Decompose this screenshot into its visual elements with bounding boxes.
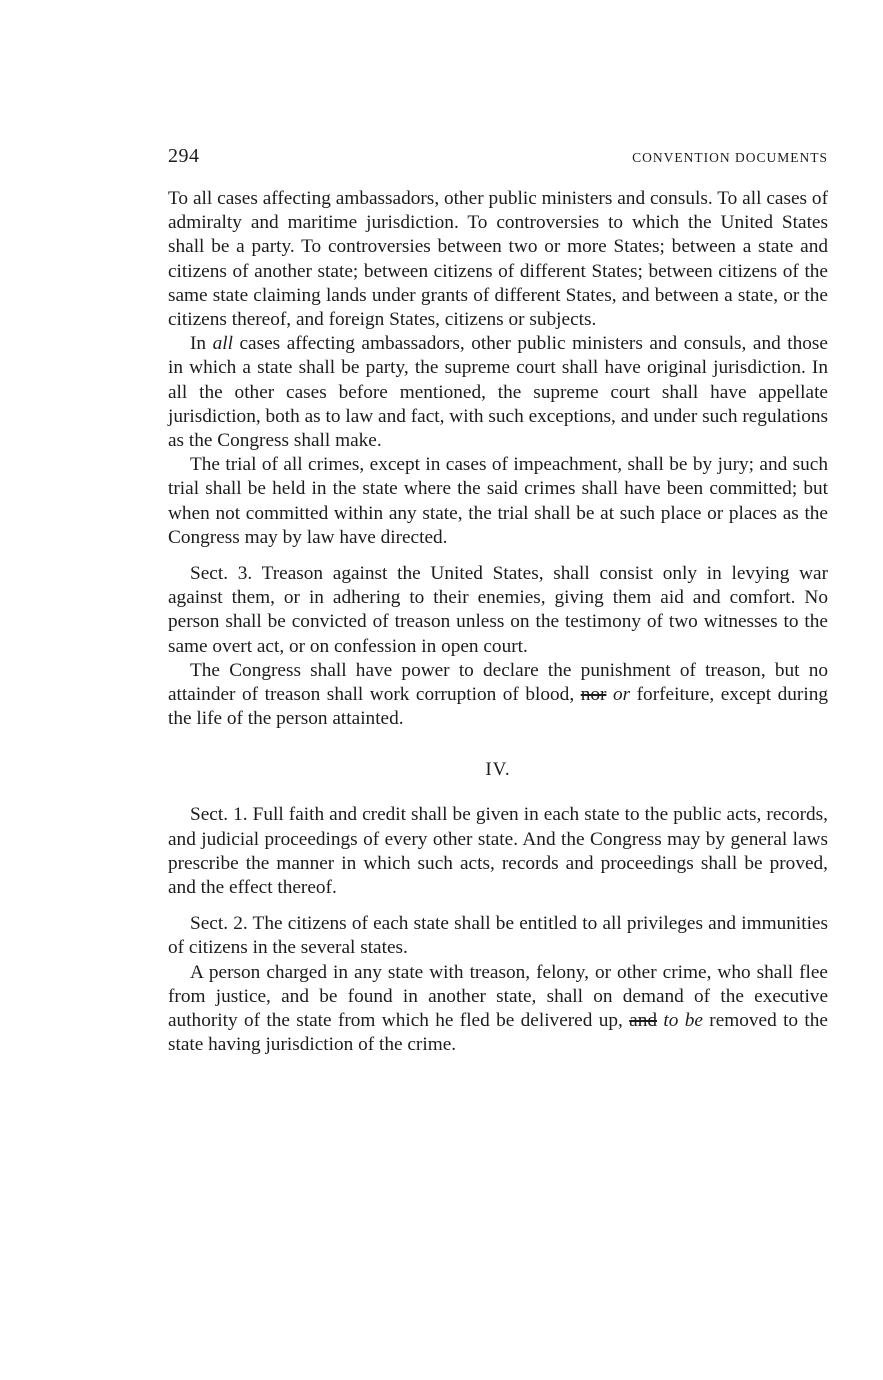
italic-insertion: to be xyxy=(663,1010,703,1032)
running-title: CONVENTION DOCUMENTS xyxy=(632,150,828,165)
paragraph-text: forfeiture, except during the life of the person attainted. xyxy=(168,684,828,730)
section-heading: IV. xyxy=(485,759,511,781)
paragraph-text: cases affecting ambassadors, other public ministers and consuls, and those in which a state shall be party, the supreme court shall have original jurisdiction. In all the other cases before mentioned, the supreme court shall have appellate jurisdiction, both as to law and fact, with such exceptions, and under such regulations as the Congress shall make. xyxy=(168,333,828,452)
paragraph-text: A person charged in any state with treason, felony, or other crime, who shall flee from justice, and be found in another state, shall on demand of the executive authority of the state from which he fled be delivered up, xyxy=(168,961,828,1032)
italic-insertion: or xyxy=(612,684,631,706)
paragraph-text: The Congress shall have power to declare the punishment of treason, but no attainder of treason shall work corruption of blood, xyxy=(168,659,828,706)
struck-word: nor xyxy=(580,684,607,706)
paragraph-trial-by-jury: The trial of all crimes, except in cases of impeachment, shall be by jury; and such trial shall be held in the state where the said crimes shall have been committed; but when not committed within any state, the trial shall be at such place or places as the Congress may by law have directed. xyxy=(168,454,828,548)
italic-emphasis: all xyxy=(212,333,233,355)
paragraph-extradition xyxy=(168,961,828,1058)
paragraph-jurisdiction-cases: To all cases affecting ambassadors, other public ministers and consuls. To all cases of admiralty and maritime jurisdiction. To controversies to which the United States shall be a party. To controversies between two or more States; between a state and citizens of another state; between citizens of different States; between citizens of the same state claiming lands under grants of different States, and between a state, or the citizens thereof, and foreign States, citizens or subjects. xyxy=(168,188,828,331)
paragraph-treason-punishment xyxy=(168,659,828,732)
page-number: 294 xyxy=(168,145,200,167)
paragraph-privileges-immunities: Sect. 2. The citizens of each state shall be entitled to all privileges and immunities of citizens in the several states. xyxy=(168,913,828,959)
struck-word: and xyxy=(629,1010,658,1032)
paragraph-text: In xyxy=(190,333,213,355)
paragraph-treason-definition: Sect. 3. Treason against the United States, shall consist only in levying war against them, or in adhering to their enemies, giving them aid and comfort. No person shall be convicted of treason unless on the testimony of two witnesses to the same overt act, or on confession in open court. xyxy=(168,563,828,657)
document-page xyxy=(168,145,828,1058)
running-head xyxy=(168,145,828,173)
paragraph-text: removed to the state having jurisdiction of the crime. xyxy=(168,1010,828,1056)
paragraph-full-faith-credit: Sect. 1. Full faith and credit shall be given in each state to the public acts, records, and judicial proceedings of every other state. And the Congress may by general laws prescribe the manner in which such acts, records and proceedings shall be proved, and the effect thereof. xyxy=(168,804,828,899)
paragraph-original-jurisdiction xyxy=(168,332,828,453)
